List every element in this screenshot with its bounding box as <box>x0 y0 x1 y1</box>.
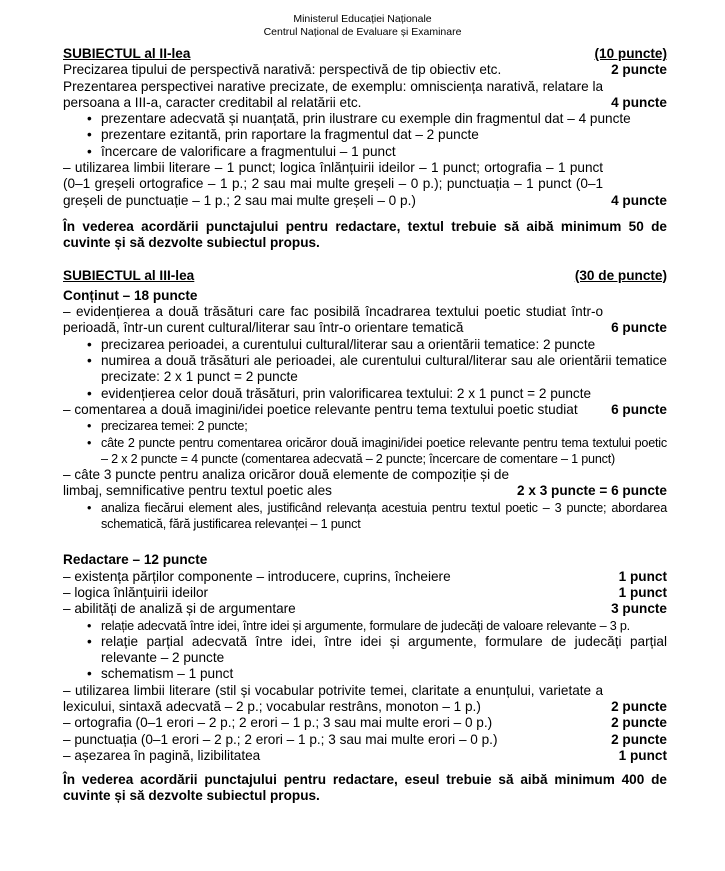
s3-red-item-1-points: 1 punct <box>618 568 667 584</box>
s3-r3-bullet: • relație parțial adecvată între idei, între idei și argumente, formulare de judecăți parțial relevante – 2 puncte <box>87 634 667 667</box>
section-3-title: SUBIECTUL al III-lea <box>63 267 195 283</box>
s2-bullet: • prezentare ezitantă, prin raportare la fragmentul dat – 2 puncte <box>87 127 667 143</box>
s3-red-item-6-text: – punctuația (0–1 erori – 2 p.; 2 erori – 1 p.; 3 sau mai multe erori – 0 p.) <box>63 731 498 747</box>
s3-content-item-1 <box>63 304 667 337</box>
s2-note: În vederea acordării punctajului pentru redactare, textul trebuie să aibă minimum 50 de cuvinte și să dezvolte subiectul propus. <box>63 218 667 251</box>
page-header <box>0 13 725 39</box>
s2-bullet: • prezentare adecvată și nuanțată, prin ilustrare cu exemple din fragmentul dat – 4 puncte <box>87 111 667 127</box>
section-2-heading <box>63 46 667 62</box>
s3-content-item-1-points: 6 puncte <box>611 320 667 336</box>
s2-item-3-text: – utilizarea limbii literare – 1 punct; logica înlănțuirii ideilor – 1 punct; ortografia – 1 punct (0–1 greșeli ortografice – 1 p.; 2 sau mai multe greșeli – 0 p.); punctuația – 1 punct (0–1 greșeli de punctuație – 1 p.; 2 sau mai multe greșeli – 0 p.) <box>63 160 604 208</box>
content-heading: Conținut – 18 puncte <box>63 287 198 303</box>
s3-content-item-3-text: – câte 3 puncte pentru analiza oricăror două elemente de compoziție și de limbaj, semnificative pentru textul poetic ales <box>63 467 510 499</box>
header-ministry: Ministerul Educației Naționale <box>293 13 432 25</box>
s3-red-item-7-text: – așezarea în pagină, lizibilitatea <box>63 747 261 763</box>
s3-red-item-1-text: – existența părților componente – introducere, cuprins, încheiere <box>63 568 451 584</box>
s3-c2-bullet: • precizarea temei: 2 puncte; <box>87 418 667 434</box>
s3-red-item-7-points: 1 punct <box>618 747 667 763</box>
s3-red-item-4-text: – utilizarea limbii literare (stil și vocabular potrivite temei, claritate a enunțului, varietate a lexicului, sintaxă adecvată – 2 p.; vocabular restrâns, monoton – 1 p.) <box>63 682 604 714</box>
s3-red-item-1 <box>63 569 667 585</box>
section-3-heading <box>63 268 667 284</box>
redactare-heading: Redactare – 12 puncte <box>63 552 208 568</box>
s3-c3-bullet: • analiza fiecărui element ales, justificând relevanța acestuia pentru textul poetic – 3 puncte; abordarea schematică, fără justificarea relevanței – 1 punct <box>87 500 667 533</box>
s3-red-item-6-points: 2 puncte <box>611 731 667 747</box>
s2-item-1-text: Precizarea tipului de perspectivă narativă: perspectivă de tip obiectiv etc. <box>63 62 502 78</box>
s3-content-item-3 <box>63 467 667 500</box>
s3-content-item-2 <box>63 402 667 418</box>
s3-red-item-4-points: 2 puncte <box>611 698 667 714</box>
section-3-points: (30 de puncte) <box>574 267 667 283</box>
s3-red-item-2-points: 1 punct <box>618 584 667 600</box>
s3-red-item-2 <box>63 585 667 601</box>
s2-item-1 <box>63 62 667 78</box>
s3-red-item-5-points: 2 puncte <box>611 715 667 731</box>
s2-item-3-points: 4 puncte <box>611 192 667 208</box>
s3-content-item-3-points: 2 x 3 puncte = 6 puncte <box>517 483 667 499</box>
s2-item-3 <box>63 160 667 209</box>
s2-item-2-text: Prezentarea perspectivei narative precizate, de exemplu: omnisciența narativă, relatare la persoana a III-a, caracter creditabil al relatării etc. <box>63 78 604 110</box>
s3-r3-bullet: • relație adecvată între idei, între idei și argumente, formulare de judecăți de valoare relevante – 3 p. <box>87 618 667 634</box>
s3-red-item-3-points: 3 puncte <box>611 601 667 617</box>
s3-content-item-2-points: 6 puncte <box>611 401 667 417</box>
s2-item-2 <box>63 79 667 112</box>
s3-red-item-3-text: – abilități de analiză și de argumentare <box>63 601 296 617</box>
s3-red-item-4 <box>63 683 667 716</box>
s2-item-1-points: 2 puncte <box>611 62 667 78</box>
s3-note: În vederea acordării punctajului pentru redactare, eseul trebuie să aibă minimum 400 de cuvinte și să dezvolte subiectul propus. <box>63 772 667 804</box>
header-center: Centrul Național de Evaluare și Examinare <box>263 26 462 38</box>
s3-c2-bullet: • câte 2 puncte pentru comentarea oricăror două imagini/idei poetice relevante pentru tema textului poetic – 2 x 2 puncte = 4 puncte (comentarea adecvată – 2 puncte; încercare de comentare – 1 punct) <box>87 435 667 468</box>
s3-content-item-2-text: – comentarea a două imagini/idei poetice relevante pentru tema textului poetic studiat <box>63 401 578 417</box>
s3-c1-bullet: • numirea a două trăsături ale perioadei, ale curentului cultural/literar sau ale orientării tematice precizate: 2 x 1 punct = 2 puncte <box>87 353 667 386</box>
s3-c1-bullet: • evidențierea celor două trăsături, prin valorificarea textului: 2 x 1 punct = 2 puncte <box>87 386 667 402</box>
s3-red-item-7 <box>63 748 667 764</box>
s3-red-item-3 <box>63 601 667 617</box>
s3-r3-bullet: • schematism – 1 punct <box>87 666 667 682</box>
s3-red-item-2-text: – logica înlănțuirii ideilor <box>63 584 209 600</box>
s3-red-item-5 <box>63 715 667 731</box>
s3-content-item-1-text: – evidențierea a două trăsături care fac posibilă încadrarea textului poetic studiat într-o perioadă, într-un curent cultural/literar sau într-o orientare tematică <box>63 304 604 336</box>
document-body <box>63 46 667 805</box>
s2-item-2-points: 4 puncte <box>611 94 667 110</box>
s3-c1-bullet: • precizarea perioadei, a curentului cultural/literar sau a orientării tematice: 2 puncte <box>87 337 667 353</box>
section-2-title: SUBIECTUL al II-lea <box>63 46 191 61</box>
s2-bullet: • încercare de valorificare a fragmentului – 1 punct <box>87 144 667 160</box>
section-2-points: (10 puncte) <box>594 46 667 61</box>
s3-red-item-6 <box>63 732 667 748</box>
s3-red-item-5-text: – ortografia (0–1 erori – 2 p.; 2 erori – 1 p.; 3 sau mai multe erori – 0 p.) <box>63 715 493 731</box>
